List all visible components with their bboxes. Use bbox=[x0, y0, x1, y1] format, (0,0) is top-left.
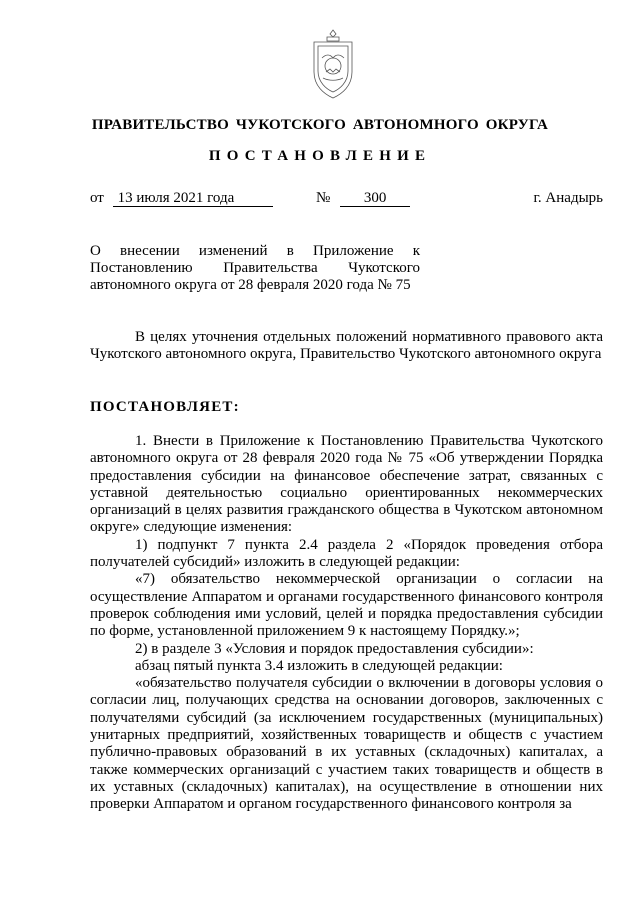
body-paragraph: 2) в разделе 3 «Условия и порядок предоставления субсидии»: bbox=[135, 640, 534, 657]
body-paragraph: «7) обязательство некоммерческой организации о согласии на осуществление Аппаратом и органами государственного финансового контроля проверок соблюдения ими условий, целей и порядка предоставления субсидии по форме, установленной приложением 9 к настоящему Порядку.»; bbox=[90, 571, 603, 640]
body-paragraph: 1) подпункт 7 пункта 2.4 раздела 2 «Порядок проведения отбора получателей субсидий» изложить в следующей редакции: bbox=[90, 536, 603, 571]
subject-line: автономного округа от 28 февраля 2020 года № 75 bbox=[90, 277, 411, 293]
coat-of-arms-icon bbox=[308, 28, 358, 106]
government-title: ПРАВИТЕЛЬСТВО ЧУКОТСКОГО АВТОНОМНОГО ОКРУГА bbox=[91, 117, 549, 133]
preamble bbox=[90, 329, 603, 364]
date-prefix: от bbox=[90, 190, 104, 206]
body-paragraph: абзац пятый пункта 3.4 изложить в следующей редакции: bbox=[135, 657, 503, 674]
preamble-text: В целях уточнения отдельных положений нормативного правового акта Чукотского автономного округа, Правительство Чукотского автономного округа bbox=[90, 329, 603, 363]
document-place: г. Анадырь bbox=[533, 190, 603, 206]
document-type: ПОСТАНОВЛЕНИЕ bbox=[208, 148, 432, 164]
resolves-heading: ПОСТАНОВЛЯЕТ: bbox=[90, 399, 240, 415]
body-paragraph: 1. Внести в Приложение к Постановлению Правительства Чукотского автономного округа от 28 февраля 2020 года № 75 «Об утверждении Порядка предоставления субсидии на финансовое обеспечение затрат, связанных с уставной деятельностью социально ориентированных некоммерческих организаций в целях развития гражданского общества в Чукотском автономном округе» следующие изменения: bbox=[90, 433, 603, 536]
document-body bbox=[90, 433, 603, 814]
date-field bbox=[90, 190, 273, 207]
document-date: 13 июля 2021 года bbox=[117, 190, 235, 206]
body-paragraph: «обязательство получателя субсидии о включении в договоры условия о согласии лиц, получающих средства на основании договоров, заключенных с получателями субсидий (за исключением государственных (муниципальных) унитарных предприятий, хозяйственных товариществ и обществ с участием публично-правовых образований в их уставных (складочных) капиталах, а также коммерческих организаций с участием таких товариществ и обществ в их уставных (складочных) капиталах), на осуществление в отношении них проверки Аппаратом и органом государственного финансового контроля за bbox=[90, 675, 603, 813]
document-number: 300 bbox=[363, 190, 387, 206]
number-prefix: № bbox=[316, 190, 331, 206]
document-subject bbox=[90, 243, 420, 294]
subject-line: О внесении изменений в Приложение к bbox=[90, 243, 420, 259]
subject-line: Постановлению Правительства Чукотского bbox=[90, 260, 420, 276]
number-field bbox=[316, 190, 410, 207]
